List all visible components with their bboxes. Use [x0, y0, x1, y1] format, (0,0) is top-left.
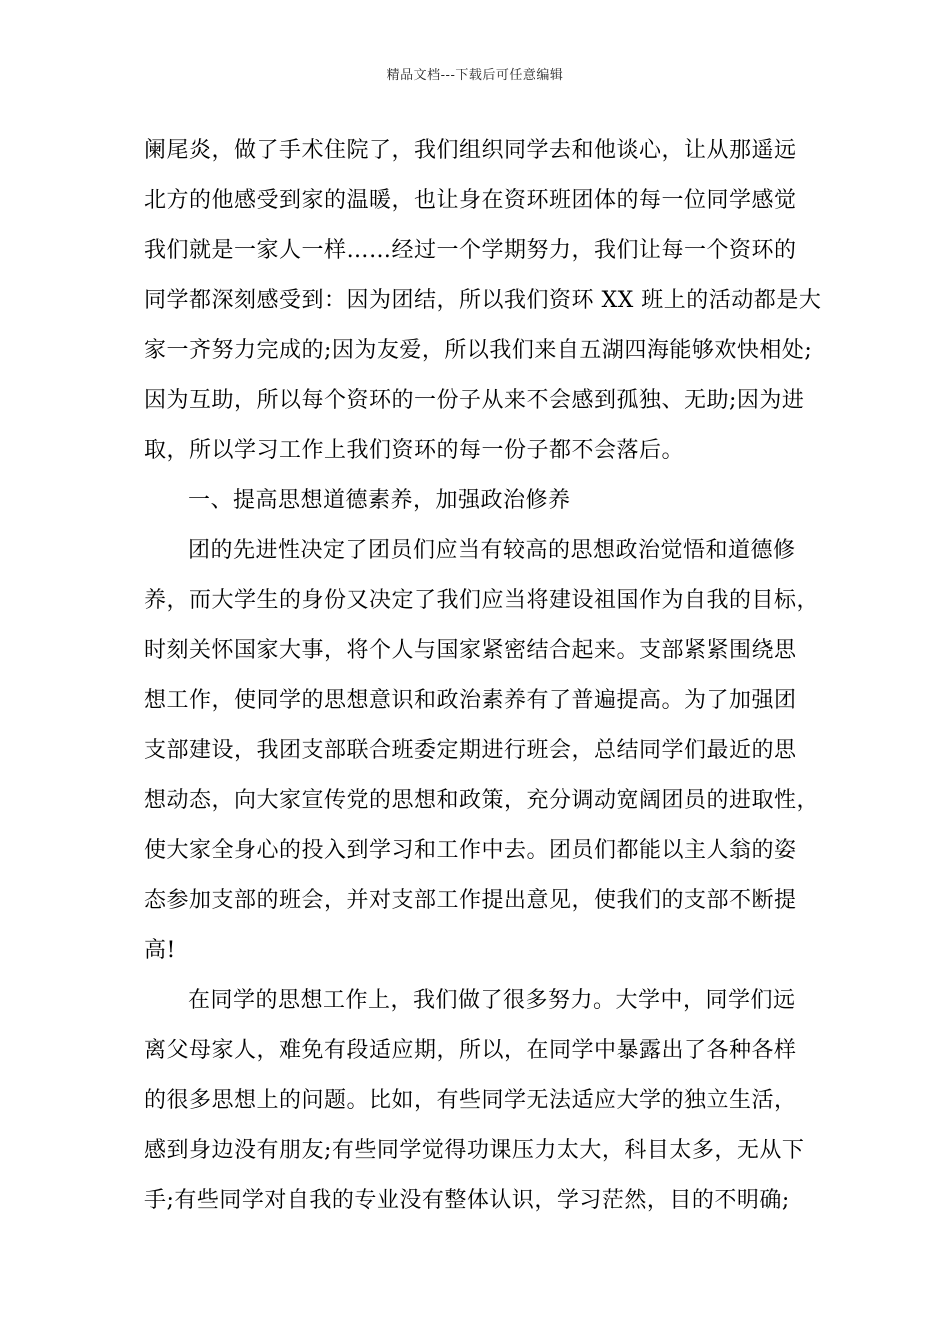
text-line: 想工作，使同学的思想意识和政治素养有了普遍提高。为了加强团 [144, 688, 797, 713]
text-line: 养，而大学生的身份又决定了我们应当将建设祖国作为自我的目标， [144, 588, 820, 613]
text-line: 时刻关怀国家大事，将个人与国家紧密结合起来。支部紧紧围绕思 [144, 638, 797, 663]
text-line: 的很多思想上的问题。比如，有些同学无法适应大学的独立生活， [144, 1088, 797, 1113]
text-line: 家一齐努力完成的;因为友爱，所以我们来自五湖四海能够欢快相处; [144, 338, 813, 363]
text-line: 高! [144, 938, 176, 963]
text-line: 想动态，向大家宣传党的思想和政策，充分调动宽阔团员的进取性， [144, 788, 820, 813]
text-line: 取，所以学习工作上我们资环的每一份子都不会落后。 [144, 438, 685, 463]
text-line: 态参加支部的班会，并对支部工作提出意见，使我们的支部不断提 [144, 888, 797, 913]
text-line: 使大家全身心的投入到学习和工作中去。团员们都能以主人翁的姿 [144, 838, 797, 863]
text-line: 同学都深刻感受到：因为团结，所以我们资环 XX 班上的活动都是大 [144, 288, 822, 313]
text-line: 离父母家人，难免有段适应期，所以，在同学中暴露出了各种各样 [144, 1038, 797, 1063]
text-line: 手;有些同学对自我的专业没有整体认识，学习茫然，目的不明确; [144, 1188, 790, 1213]
text-line: 阑尾炎，做了手术住院了，我们组织同学去和他谈心，让从那遥远 [144, 138, 797, 163]
text-line: 在同学的思想工作上，我们做了很多努力。大学中，同学们远 [188, 988, 796, 1013]
text-line: 北方的他感受到家的温暖，也让身在资环班团体的每一位同学感觉 [144, 188, 797, 213]
text-line: 支部建设，我团支部联合班委定期进行班会，总结同学们最近的思 [144, 738, 797, 763]
text-line: 我们就是一家人一样……经过一个学期努力，我们让每一个资环的 [144, 238, 797, 263]
section-heading: 一、提高思想道德素养，加强政治修养 [188, 488, 571, 513]
text-line: 感到身边没有朋友;有些同学觉得功课压力太大，科目太多，无从下 [144, 1138, 805, 1163]
text-line: 团的先进性决定了团员们应当有较高的思想政治觉悟和道德修 [188, 538, 796, 563]
text-line: 因为互助，所以每个资环的一份子从来不会感到孤独、无助;因为进 [144, 388, 805, 413]
page-header: 精品文档---下载后可任意编辑 [386, 68, 564, 83]
